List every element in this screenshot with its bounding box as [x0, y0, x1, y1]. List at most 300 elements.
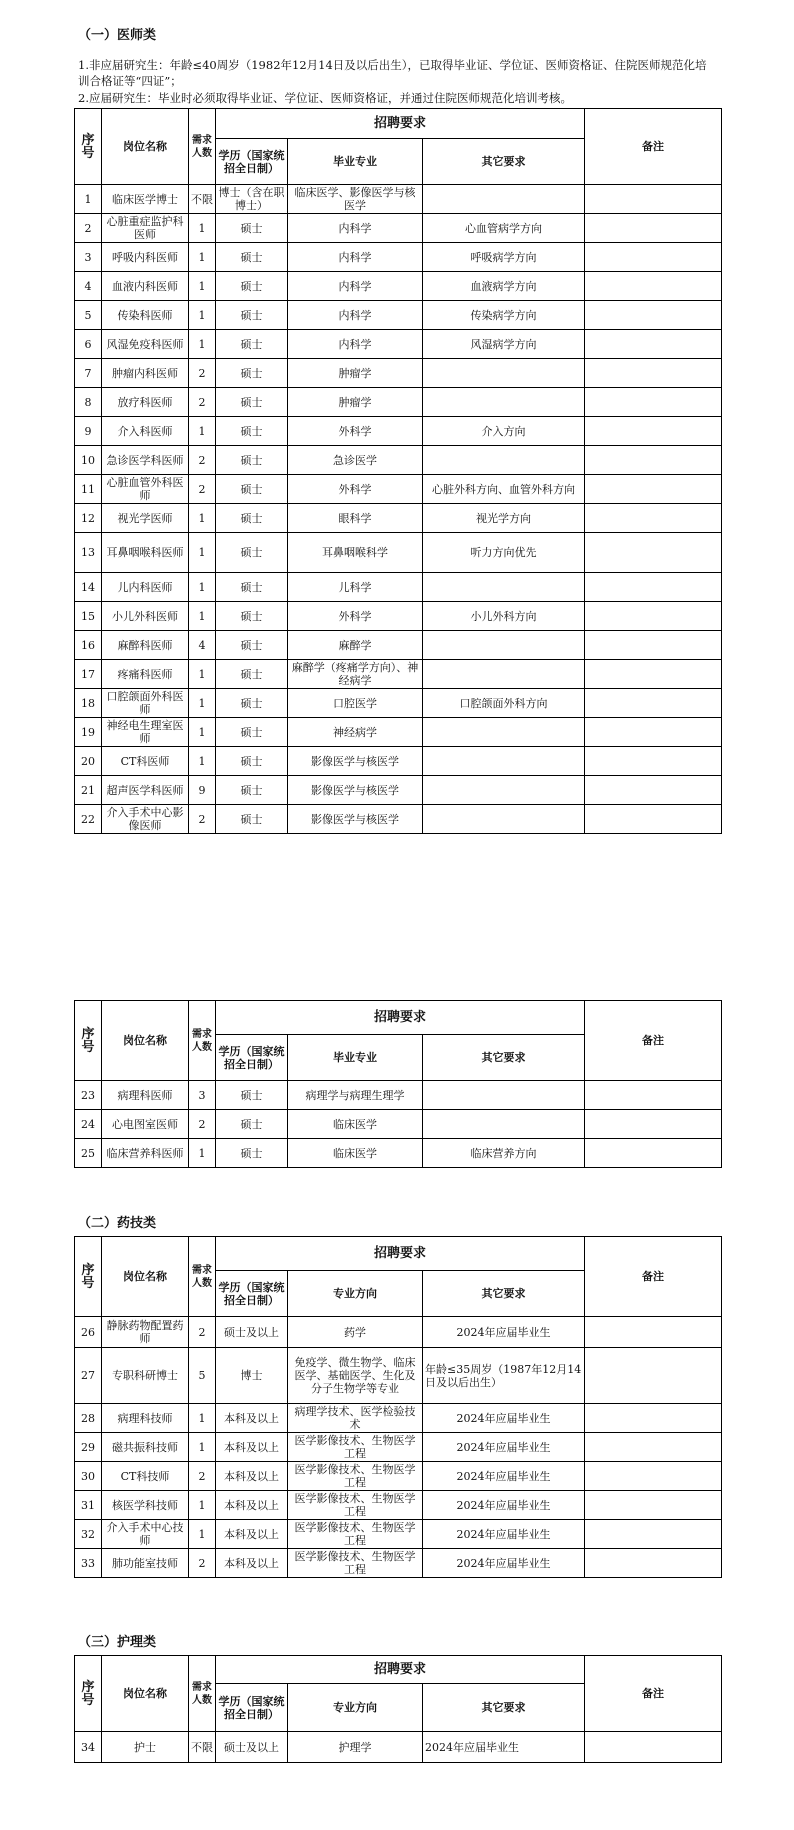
- cell-note: [585, 1348, 722, 1404]
- cell-note: [585, 631, 722, 660]
- header-post: 岗位名称: [102, 109, 189, 185]
- cell-note: [585, 272, 722, 301]
- cell-count: 1: [189, 417, 216, 446]
- cell-education: 硕士: [216, 359, 288, 388]
- header-other: 其它要求: [423, 1684, 585, 1732]
- cell-education: 硕士及以上: [216, 1732, 288, 1763]
- cell-note: [585, 1520, 722, 1549]
- cell-other: 2024年应届毕业生: [423, 1404, 585, 1433]
- cell-seq: 21: [75, 776, 102, 805]
- cell-education: 本科及以上: [216, 1549, 288, 1578]
- table-row: [75, 388, 722, 417]
- cell-note: [585, 1433, 722, 1462]
- cell-post: 风湿免疫科医师: [102, 330, 189, 359]
- cell-major: 免疫学、微生物学、临床医学、基础医学、生化及分子生物学等专业: [288, 1348, 423, 1404]
- cell-other: [423, 185, 585, 214]
- cell-major: 内科学: [288, 301, 423, 330]
- cell-seq: 32: [75, 1520, 102, 1549]
- cell-major: 外科学: [288, 475, 423, 504]
- header-major: 专业方向: [288, 1684, 423, 1732]
- cell-count: 2: [189, 805, 216, 834]
- cell-education: 硕士: [216, 689, 288, 718]
- table-row: [75, 1491, 722, 1520]
- cell-note: [585, 1110, 722, 1139]
- physician-table-2-body: [75, 1001, 722, 1168]
- table-row: [75, 1462, 722, 1491]
- cell-other: 年龄≤35周岁（1987年12月14日及以后出生）: [423, 1348, 585, 1404]
- cell-note: [585, 1491, 722, 1520]
- cell-major: 外科学: [288, 417, 423, 446]
- table-row: [75, 475, 722, 504]
- cell-education: 硕士: [216, 776, 288, 805]
- cell-major: 麻醉学: [288, 631, 423, 660]
- cell-other: 心血管病学方向: [423, 214, 585, 243]
- cell-major: 肿瘤学: [288, 388, 423, 417]
- header-note: 备注: [585, 109, 722, 185]
- section-title-pharmacy-tech: （二）药技类: [78, 1216, 157, 1231]
- cell-education: 硕士: [216, 301, 288, 330]
- cell-count: 2: [189, 1549, 216, 1578]
- header-row-top: [75, 1237, 722, 1271]
- table-row: [75, 718, 722, 747]
- cell-major: 肿瘤学: [288, 359, 423, 388]
- cell-note: [585, 185, 722, 214]
- cell-seq: 31: [75, 1491, 102, 1520]
- physician-table-2: [74, 1000, 722, 1168]
- header-education: 学历（国家统招全日制）: [216, 1035, 288, 1081]
- cell-count: 1: [189, 1404, 216, 1433]
- cell-major: 内科学: [288, 272, 423, 301]
- cell-post: 肺功能室技师: [102, 1549, 189, 1578]
- cell-major: 护理学: [288, 1732, 423, 1763]
- cell-post: 心电图室医师: [102, 1110, 189, 1139]
- header-seq: 序号: [75, 109, 102, 185]
- cell-note: [585, 747, 722, 776]
- cell-count: 2: [189, 446, 216, 475]
- cell-count: 1: [189, 1491, 216, 1520]
- cell-note: [585, 301, 722, 330]
- cell-post: 放疗科医师: [102, 388, 189, 417]
- cell-note: [585, 689, 722, 718]
- cell-seq: 14: [75, 573, 102, 602]
- cell-count: 不限: [189, 185, 216, 214]
- cell-other: 小儿外科方向: [423, 602, 585, 631]
- cell-seq: 22: [75, 805, 102, 834]
- cell-other: 口腔颌面外科方向: [423, 689, 585, 718]
- cell-education: 硕士: [216, 1139, 288, 1168]
- header-major: 毕业专业: [288, 139, 423, 185]
- cell-post: 心脏重症监护科医师: [102, 214, 189, 243]
- table-row: [75, 533, 722, 573]
- cell-other: [423, 1110, 585, 1139]
- cell-education: 本科及以上: [216, 1404, 288, 1433]
- cell-note: [585, 1081, 722, 1110]
- cell-major: 影像医学与核医学: [288, 776, 423, 805]
- cell-count: 1: [189, 214, 216, 243]
- table-row: [75, 689, 722, 718]
- table-row: [75, 446, 722, 475]
- cell-other: 传染病学方向: [423, 301, 585, 330]
- cell-education: 硕士: [216, 388, 288, 417]
- cell-note: [585, 1317, 722, 1348]
- cell-education: 硕士: [216, 805, 288, 834]
- cell-count: 1: [189, 1520, 216, 1549]
- cell-post: 呼吸内科医师: [102, 243, 189, 272]
- cell-other: [423, 747, 585, 776]
- cell-post: 肿瘤内科医师: [102, 359, 189, 388]
- cell-post: 介入手术中心技师: [102, 1520, 189, 1549]
- header-seq: 序号: [75, 1237, 102, 1317]
- cell-major: 耳鼻咽喉科学: [288, 533, 423, 573]
- cell-note: [585, 388, 722, 417]
- cell-count: 1: [189, 1139, 216, 1168]
- cell-major: 神经病学: [288, 718, 423, 747]
- section-title-nursing: （三）护理类: [78, 1635, 157, 1650]
- pharmacy-tech-table-body: [75, 1237, 722, 1578]
- cell-seq: 29: [75, 1433, 102, 1462]
- cell-other: [423, 388, 585, 417]
- cell-seq: 7: [75, 359, 102, 388]
- cell-count: 2: [189, 1110, 216, 1139]
- cell-other: 呼吸病学方向: [423, 243, 585, 272]
- cell-count: 3: [189, 1081, 216, 1110]
- cell-other: [423, 573, 585, 602]
- table-row: [75, 1348, 722, 1404]
- cell-other: [423, 718, 585, 747]
- cell-post: 病理科医师: [102, 1081, 189, 1110]
- cell-seq: 25: [75, 1139, 102, 1168]
- cell-other: [423, 805, 585, 834]
- cell-education: 硕士: [216, 1110, 288, 1139]
- cell-major: 临床医学、影像医学与核医学: [288, 185, 423, 214]
- cell-seq: 6: [75, 330, 102, 359]
- table-row: [75, 185, 722, 214]
- cell-count: 1: [189, 718, 216, 747]
- cell-note: [585, 446, 722, 475]
- header-requirements: 招聘要求: [216, 1237, 585, 1271]
- cell-education: 博士（含在职博士）: [216, 185, 288, 214]
- cell-major: 临床医学: [288, 1139, 423, 1168]
- header-note: 备注: [585, 1237, 722, 1317]
- cell-education: 硕士: [216, 602, 288, 631]
- cell-education: 硕士: [216, 504, 288, 533]
- cell-seq: 26: [75, 1317, 102, 1348]
- cell-post: 疼痛科医师: [102, 660, 189, 689]
- cell-other: 血液病学方向: [423, 272, 585, 301]
- cell-note: [585, 417, 722, 446]
- cell-other: 介入方向: [423, 417, 585, 446]
- cell-other: 2024年应届毕业生: [423, 1433, 585, 1462]
- cell-post: 临床医学博士: [102, 185, 189, 214]
- cell-major: 口腔医学: [288, 689, 423, 718]
- cell-note: [585, 475, 722, 504]
- header-other: 其它要求: [423, 1271, 585, 1317]
- cell-major: 内科学: [288, 243, 423, 272]
- header-education: 学历（国家统招全日制）: [216, 1684, 288, 1732]
- header-requirements: 招聘要求: [216, 1656, 585, 1684]
- cell-count: 1: [189, 504, 216, 533]
- cell-seq: 9: [75, 417, 102, 446]
- cell-seq: 17: [75, 660, 102, 689]
- header-row-top: [75, 109, 722, 139]
- cell-education: 硕士及以上: [216, 1317, 288, 1348]
- cell-post: 介入科医师: [102, 417, 189, 446]
- physician-table-1-body: [75, 109, 722, 834]
- header-count: 需求人数: [189, 1001, 216, 1081]
- cell-note: [585, 359, 722, 388]
- cell-count: 4: [189, 631, 216, 660]
- header-count: 需求人数: [189, 1656, 216, 1732]
- header-note: 备注: [585, 1656, 722, 1732]
- table-row: [75, 330, 722, 359]
- table-row: [75, 417, 722, 446]
- cell-post: 护士: [102, 1732, 189, 1763]
- cell-other: [423, 359, 585, 388]
- cell-count: 1: [189, 533, 216, 573]
- cell-education: 硕士: [216, 747, 288, 776]
- cell-other: [423, 631, 585, 660]
- table-row: [75, 1732, 722, 1763]
- pharmacy-tech-table: [74, 1236, 722, 1578]
- table-row: [75, 1520, 722, 1549]
- cell-other: 2024年应届毕业生: [423, 1462, 585, 1491]
- header-education: 学历（国家统招全日制）: [216, 1271, 288, 1317]
- cell-note: [585, 504, 722, 533]
- cell-education: 硕士: [216, 243, 288, 272]
- cell-other: [423, 446, 585, 475]
- table-row: [75, 359, 722, 388]
- cell-education: 硕士: [216, 660, 288, 689]
- cell-education: 硕士: [216, 214, 288, 243]
- cell-major: 急诊医学: [288, 446, 423, 475]
- cell-seq: 34: [75, 1732, 102, 1763]
- cell-seq: 8: [75, 388, 102, 417]
- cell-note: [585, 1732, 722, 1763]
- cell-note: [585, 1139, 722, 1168]
- cell-major: 影像医学与核医学: [288, 805, 423, 834]
- cell-count: 5: [189, 1348, 216, 1404]
- cell-other: 2024年应届毕业生: [423, 1732, 585, 1763]
- table-row: [75, 747, 722, 776]
- header-other: 其它要求: [423, 139, 585, 185]
- cell-post: 磁共振科技师: [102, 1433, 189, 1462]
- cell-post: 血液内科医师: [102, 272, 189, 301]
- cell-count: 不限: [189, 1732, 216, 1763]
- cell-major: 外科学: [288, 602, 423, 631]
- cell-note: [585, 805, 722, 834]
- cell-note: [585, 602, 722, 631]
- table-row: [75, 602, 722, 631]
- table-row: [75, 1081, 722, 1110]
- cell-education: 本科及以上: [216, 1520, 288, 1549]
- cell-count: 2: [189, 475, 216, 504]
- cell-seq: 15: [75, 602, 102, 631]
- header-requirements: 招聘要求: [216, 1001, 585, 1035]
- cell-seq: 33: [75, 1549, 102, 1578]
- header-major: 专业方向: [288, 1271, 423, 1317]
- cell-other: [423, 660, 585, 689]
- cell-note: [585, 1549, 722, 1578]
- header-major: 毕业专业: [288, 1035, 423, 1081]
- nursing-table-body: [75, 1656, 722, 1763]
- cell-education: 硕士: [216, 272, 288, 301]
- cell-major: 眼科学: [288, 504, 423, 533]
- cell-post: 介入手术中心影像医师: [102, 805, 189, 834]
- cell-other: 临床营养方向: [423, 1139, 585, 1168]
- cell-seq: 2: [75, 214, 102, 243]
- cell-major: 医学影像技术、生物医学工程: [288, 1462, 423, 1491]
- cell-major: 药学: [288, 1317, 423, 1348]
- cell-education: 本科及以上: [216, 1462, 288, 1491]
- cell-note: [585, 1404, 722, 1433]
- table-row: [75, 301, 722, 330]
- cell-count: 2: [189, 388, 216, 417]
- cell-other: 2024年应届毕业生: [423, 1520, 585, 1549]
- table-row: [75, 243, 722, 272]
- cell-education: 硕士: [216, 330, 288, 359]
- table-row: [75, 504, 722, 533]
- cell-count: 2: [189, 1462, 216, 1491]
- cell-post: 病理科技师: [102, 1404, 189, 1433]
- cell-education: 硕士: [216, 631, 288, 660]
- cell-note: [585, 533, 722, 573]
- table-row: [75, 1549, 722, 1578]
- table-row: [75, 1433, 722, 1462]
- cell-count: 1: [189, 243, 216, 272]
- cell-other: 2024年应届毕业生: [423, 1491, 585, 1520]
- table-row: [75, 1404, 722, 1433]
- cell-note: [585, 1462, 722, 1491]
- cell-other: [423, 1081, 585, 1110]
- header-note: 备注: [585, 1001, 722, 1081]
- cell-note: [585, 243, 722, 272]
- table-row: [75, 1110, 722, 1139]
- cell-post: 急诊医学科医师: [102, 446, 189, 475]
- cell-count: 1: [189, 747, 216, 776]
- cell-post: 小儿外科医师: [102, 602, 189, 631]
- cell-count: 2: [189, 359, 216, 388]
- header-count: 需求人数: [189, 1237, 216, 1317]
- cell-seq: 11: [75, 475, 102, 504]
- cell-major: 内科学: [288, 330, 423, 359]
- table-row: [75, 660, 722, 689]
- cell-count: 1: [189, 573, 216, 602]
- cell-major: 医学影像技术、生物医学工程: [288, 1520, 423, 1549]
- nursing-table: [74, 1655, 722, 1763]
- table-row: [75, 805, 722, 834]
- cell-seq: 1: [75, 185, 102, 214]
- table-row: [75, 214, 722, 243]
- header-seq: 序号: [75, 1001, 102, 1081]
- cell-post: CT科技师: [102, 1462, 189, 1491]
- header-post: 岗位名称: [102, 1237, 189, 1317]
- cell-post: 专职科研博士: [102, 1348, 189, 1404]
- cell-education: 硕士: [216, 417, 288, 446]
- cell-major: 麻醉学（疼痛学方向）、神经病学: [288, 660, 423, 689]
- cell-count: 1: [189, 330, 216, 359]
- section-title-physicians: （一）医师类: [78, 28, 157, 43]
- cell-count: 2: [189, 1317, 216, 1348]
- header-count: 需求人数: [189, 109, 216, 185]
- cell-major: 病理学与病理生理学: [288, 1081, 423, 1110]
- intro-line-2: 2.应届研究生：毕业时必须取得毕业证、学位证、医师资格证，并通过住院医师规范化培训考核。: [78, 91, 572, 105]
- cell-education: 硕士: [216, 573, 288, 602]
- physician-table-1: [74, 108, 722, 834]
- cell-seq: 28: [75, 1404, 102, 1433]
- cell-post: 静脉药物配置药师: [102, 1317, 189, 1348]
- cell-note: [585, 776, 722, 805]
- cell-education: 本科及以上: [216, 1433, 288, 1462]
- cell-major: 医学影像技术、生物医学工程: [288, 1549, 423, 1578]
- cell-other: 心脏外科方向、血管外科方向: [423, 475, 585, 504]
- cell-education: 硕士: [216, 533, 288, 573]
- cell-seq: 19: [75, 718, 102, 747]
- cell-post: 口腔颌面外科医师: [102, 689, 189, 718]
- cell-major: 儿科学: [288, 573, 423, 602]
- cell-note: [585, 330, 722, 359]
- cell-post: 视光学医师: [102, 504, 189, 533]
- cell-other: [423, 776, 585, 805]
- cell-note: [585, 660, 722, 689]
- header-seq: 序号: [75, 1656, 102, 1732]
- cell-seq: 18: [75, 689, 102, 718]
- cell-seq: 27: [75, 1348, 102, 1404]
- cell-major: 临床医学: [288, 1110, 423, 1139]
- cell-education: 硕士: [216, 718, 288, 747]
- cell-count: 1: [189, 1433, 216, 1462]
- cell-education: 博士: [216, 1348, 288, 1404]
- header-row-top: [75, 1656, 722, 1684]
- cell-note: [585, 718, 722, 747]
- cell-seq: 24: [75, 1110, 102, 1139]
- cell-count: 1: [189, 272, 216, 301]
- header-requirements: 招聘要求: [216, 109, 585, 139]
- cell-other: 听力方向优先: [423, 533, 585, 573]
- cell-count: 1: [189, 301, 216, 330]
- cell-post: 儿内科医师: [102, 573, 189, 602]
- cell-major: 医学影像技术、生物医学工程: [288, 1433, 423, 1462]
- cell-major: 影像医学与核医学: [288, 747, 423, 776]
- cell-major: 内科学: [288, 214, 423, 243]
- cell-count: 1: [189, 602, 216, 631]
- header-other: 其它要求: [423, 1035, 585, 1081]
- intro-line-1: 1.非应届研究生：年龄≤40周岁（1982年12月14日及以后出生），已取得毕业证、学位证、医师资格证、住院医师规范化培训合格证等“四证”；: [78, 58, 707, 88]
- cell-other: 2024年应届毕业生: [423, 1549, 585, 1578]
- table-row: [75, 631, 722, 660]
- header-row-top: [75, 1001, 722, 1035]
- cell-post: CT科医师: [102, 747, 189, 776]
- cell-seq: 12: [75, 504, 102, 533]
- cell-seq: 13: [75, 533, 102, 573]
- cell-seq: 5: [75, 301, 102, 330]
- cell-education: 硕士: [216, 1081, 288, 1110]
- cell-post: 临床营养科医师: [102, 1139, 189, 1168]
- cell-seq: 3: [75, 243, 102, 272]
- table-row: [75, 272, 722, 301]
- cell-note: [585, 573, 722, 602]
- cell-education: 本科及以上: [216, 1491, 288, 1520]
- cell-seq: 23: [75, 1081, 102, 1110]
- cell-other: 视光学方向: [423, 504, 585, 533]
- cell-other: 2024年应届毕业生: [423, 1317, 585, 1348]
- cell-post: 神经电生理室医师: [102, 718, 189, 747]
- cell-post: 麻醉科医师: [102, 631, 189, 660]
- cell-education: 硕士: [216, 446, 288, 475]
- cell-seq: 10: [75, 446, 102, 475]
- cell-count: 1: [189, 689, 216, 718]
- header-post: 岗位名称: [102, 1656, 189, 1732]
- cell-seq: 16: [75, 631, 102, 660]
